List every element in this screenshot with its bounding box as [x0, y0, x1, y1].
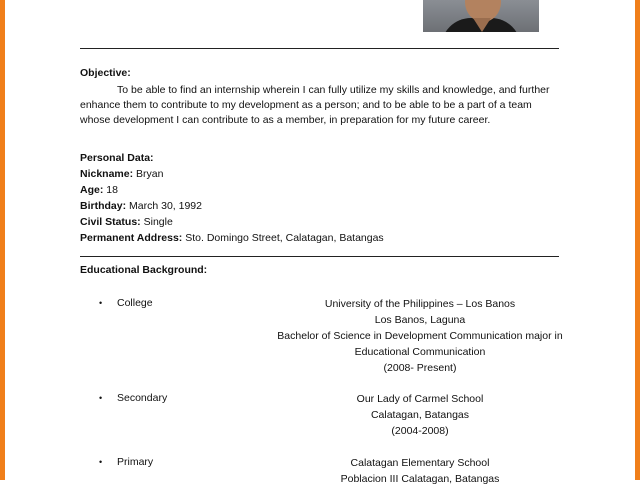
education-details-college	[260, 296, 580, 376]
education-line: (2008- Present)	[383, 362, 457, 374]
field-value: Sto. Domingo Street, Calatagan, Batangas	[182, 232, 384, 244]
page-border-left	[0, 0, 5, 480]
personal-field-birthday	[80, 199, 202, 214]
field-label: Nickname:	[80, 168, 134, 180]
objective-paragraph	[80, 83, 560, 128]
education-line: Bachelor of Science in Development Communication major in	[277, 330, 563, 342]
bullet: •	[99, 298, 103, 308]
education-line: (2004-2008)	[391, 425, 449, 437]
field-label: Age:	[80, 184, 104, 196]
education-line: Our Lady of Carmel School	[356, 393, 484, 405]
objective-line: whose development I can contribute to as a member, in preparation for my future career.	[80, 114, 491, 126]
section-divider	[80, 48, 559, 49]
personal-field-address	[80, 231, 384, 246]
field-value: 18	[103, 184, 118, 196]
education-line: Los Banos, Laguna	[374, 314, 466, 326]
objective-line: To be able to find an internship wherein I can fully utilize my skills and knowledge, and further	[117, 84, 550, 96]
profile-photo	[423, 0, 539, 32]
education-details-primary	[260, 455, 580, 487]
personal-data-heading: Personal Data:	[80, 152, 154, 164]
personal-field-civil-status	[80, 215, 173, 230]
education-heading: Educational Background:	[80, 264, 208, 276]
field-value: Bryan	[133, 168, 164, 180]
section-divider	[80, 256, 559, 257]
objective-line: enhance them to contribute to my development as a person; and to be able to be a part of a team	[80, 99, 532, 111]
education-level-secondary: Secondary	[117, 392, 168, 404]
field-value: Single	[140, 216, 173, 228]
education-line: Poblacion III Calatagan, Batangas	[340, 473, 500, 485]
education-level-college: College	[117, 297, 153, 309]
personal-field-age	[80, 183, 118, 198]
education-details-secondary	[260, 391, 580, 439]
objective-heading: Objective:	[80, 67, 131, 79]
field-label: Permanent Address:	[80, 232, 183, 244]
page-border-right	[635, 0, 640, 480]
education-line: Educational Communication	[354, 346, 486, 358]
field-label: Civil Status:	[80, 216, 141, 228]
field-value: March 30, 1992	[126, 200, 202, 212]
bullet: •	[99, 457, 103, 467]
personal-field-nickname	[80, 167, 163, 182]
education-line: University of the Philippines – Los Banos	[324, 298, 516, 310]
field-label: Birthday:	[80, 200, 127, 212]
education-line: Calatagan Elementary School	[350, 457, 490, 469]
education-level-primary: Primary	[117, 456, 154, 468]
education-line: Calatagan, Batangas	[370, 409, 470, 421]
bullet: •	[99, 393, 103, 403]
